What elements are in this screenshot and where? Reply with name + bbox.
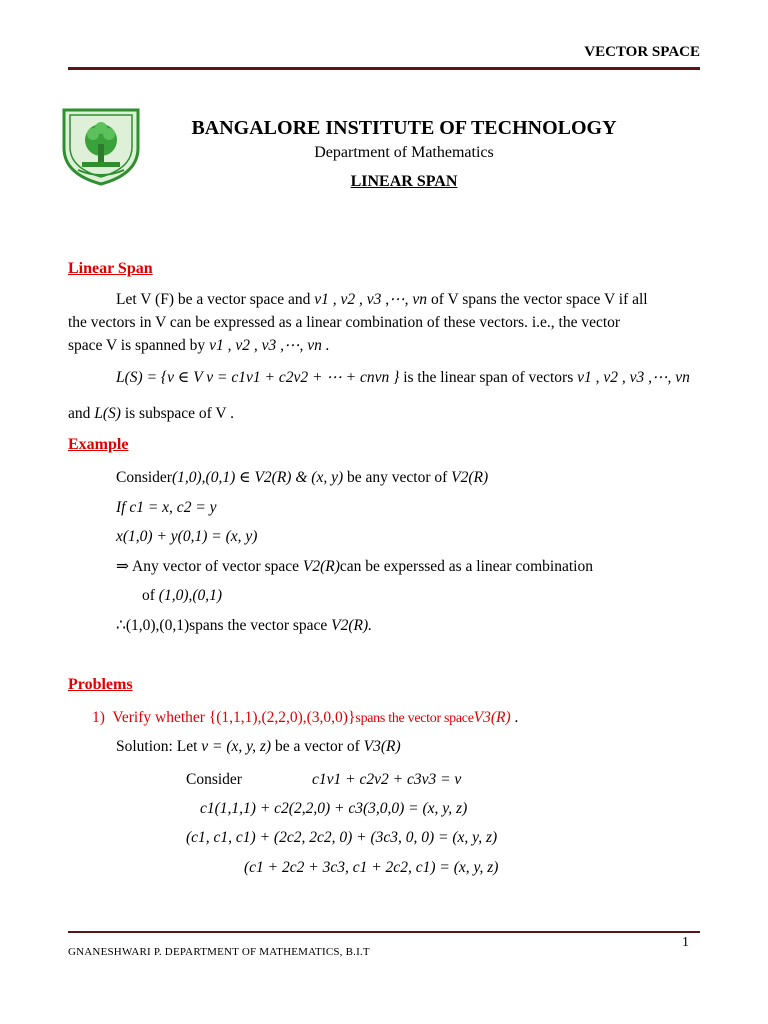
para-text: the vectors in V can be expressed as a linear combination of these vectors. i.e., the vector [68, 314, 621, 331]
problem-set: {(1,1,1),(2,2,0),(3,0,0)} [208, 709, 356, 726]
department-name: Department of Mathematics [314, 144, 494, 161]
solution-intro [116, 735, 401, 758]
running-header: VECTOR SPACE [584, 44, 700, 60]
example-text: of [142, 587, 159, 604]
section-heading-linear-span: Linear Span [68, 260, 153, 277]
example-math: V2(R) [302, 557, 340, 575]
example-body [116, 463, 593, 640]
span-formula: L(S) = {v ∈ V v = c1v1 + c2v2 + ⋯ + cnvn } [116, 369, 400, 386]
equation-4: (c1 + 2c2 + 3c3, c1 + 2c2, c1) = (x, y, z) [244, 859, 499, 876]
example-math: If c1 = x, c2 = y [116, 498, 217, 516]
example-math: (1,0),(0,1) ∈ V2(R) & (x, y) [171, 469, 344, 486]
equation-3: (c1, c1, c1) + (2c2, 2c2, 0) + (3c3, 0, 0) = (x, y, z) [186, 829, 498, 846]
example-math: V2(R). [331, 616, 373, 634]
topic-title: LINEAR SPAN [350, 173, 458, 190]
para-text: of V spans the vector space V if all [427, 291, 648, 308]
institute-name: BANGALORE INSTITUTE OF TECHNOLOGY [191, 117, 617, 139]
example-math: V2(R) [451, 469, 489, 486]
problem-text: Verify whether [112, 709, 209, 726]
example-math: ∴(1,0),(0,1) [116, 616, 190, 634]
solution-text: be a vector of [271, 738, 364, 755]
section-heading-example: Example [68, 436, 129, 453]
sub-text: and [68, 405, 95, 422]
problem-number: 1) [92, 709, 105, 726]
problem-math: V3(R) [473, 709, 511, 726]
solution-math: V3(R) [363, 738, 401, 755]
header-rule [68, 67, 700, 70]
para-text: space V is spanned by [68, 337, 210, 354]
para-text: Let V (F) be a vector space and [116, 291, 315, 308]
solution-text: Solution: Let [116, 738, 202, 755]
example-text: be any vector of [343, 469, 452, 486]
example-text: Consider [116, 469, 172, 486]
page-number: 1 [682, 935, 689, 950]
sub-text: is subspace of V . [120, 405, 235, 422]
equation-2: c1(1,1,1) + c2(2,2,0) + c3(3,0,0) = (x, y, z) [200, 800, 468, 817]
def-text: is the linear span of vectors [399, 369, 578, 386]
vector-list: v1 , v2 , v3 ,⋯, vn [577, 369, 690, 386]
problem-1 [92, 706, 518, 730]
problem-text: . [510, 709, 519, 726]
solution-math: v = (x, y, z) [201, 738, 272, 755]
footer-author: GNANESHWARI P. DEPARTMENT OF MATHEMATICS, B.I.T [68, 946, 370, 958]
section-heading-problems: Problems [68, 676, 133, 693]
span-definition [116, 366, 690, 389]
example-math: (1,0),(0,1) [158, 587, 223, 604]
linear-span-paragraph [68, 288, 708, 357]
consider-label: Consider [186, 771, 242, 788]
span-symbol: L(S) [94, 405, 121, 422]
example-text: ⇒ Any vector of vector space [116, 557, 303, 575]
vector-list: v1 , v2 , v3 ,⋯, vn . [209, 337, 330, 354]
equation-1: c1v1 + c2v2 + c3v3 = v [312, 771, 462, 788]
example-text: can be experssed as a linear combination [339, 557, 593, 575]
vector-list: v1 , v2 , v3 ,⋯, vn [314, 291, 428, 308]
subspace-statement [68, 402, 234, 425]
example-text: spans the vector space [189, 616, 332, 634]
footer-rule [68, 931, 700, 933]
problem-text: spans the vector space [355, 711, 474, 726]
example-math: x(1,0) + y(0,1) = (x, y) [116, 528, 258, 545]
